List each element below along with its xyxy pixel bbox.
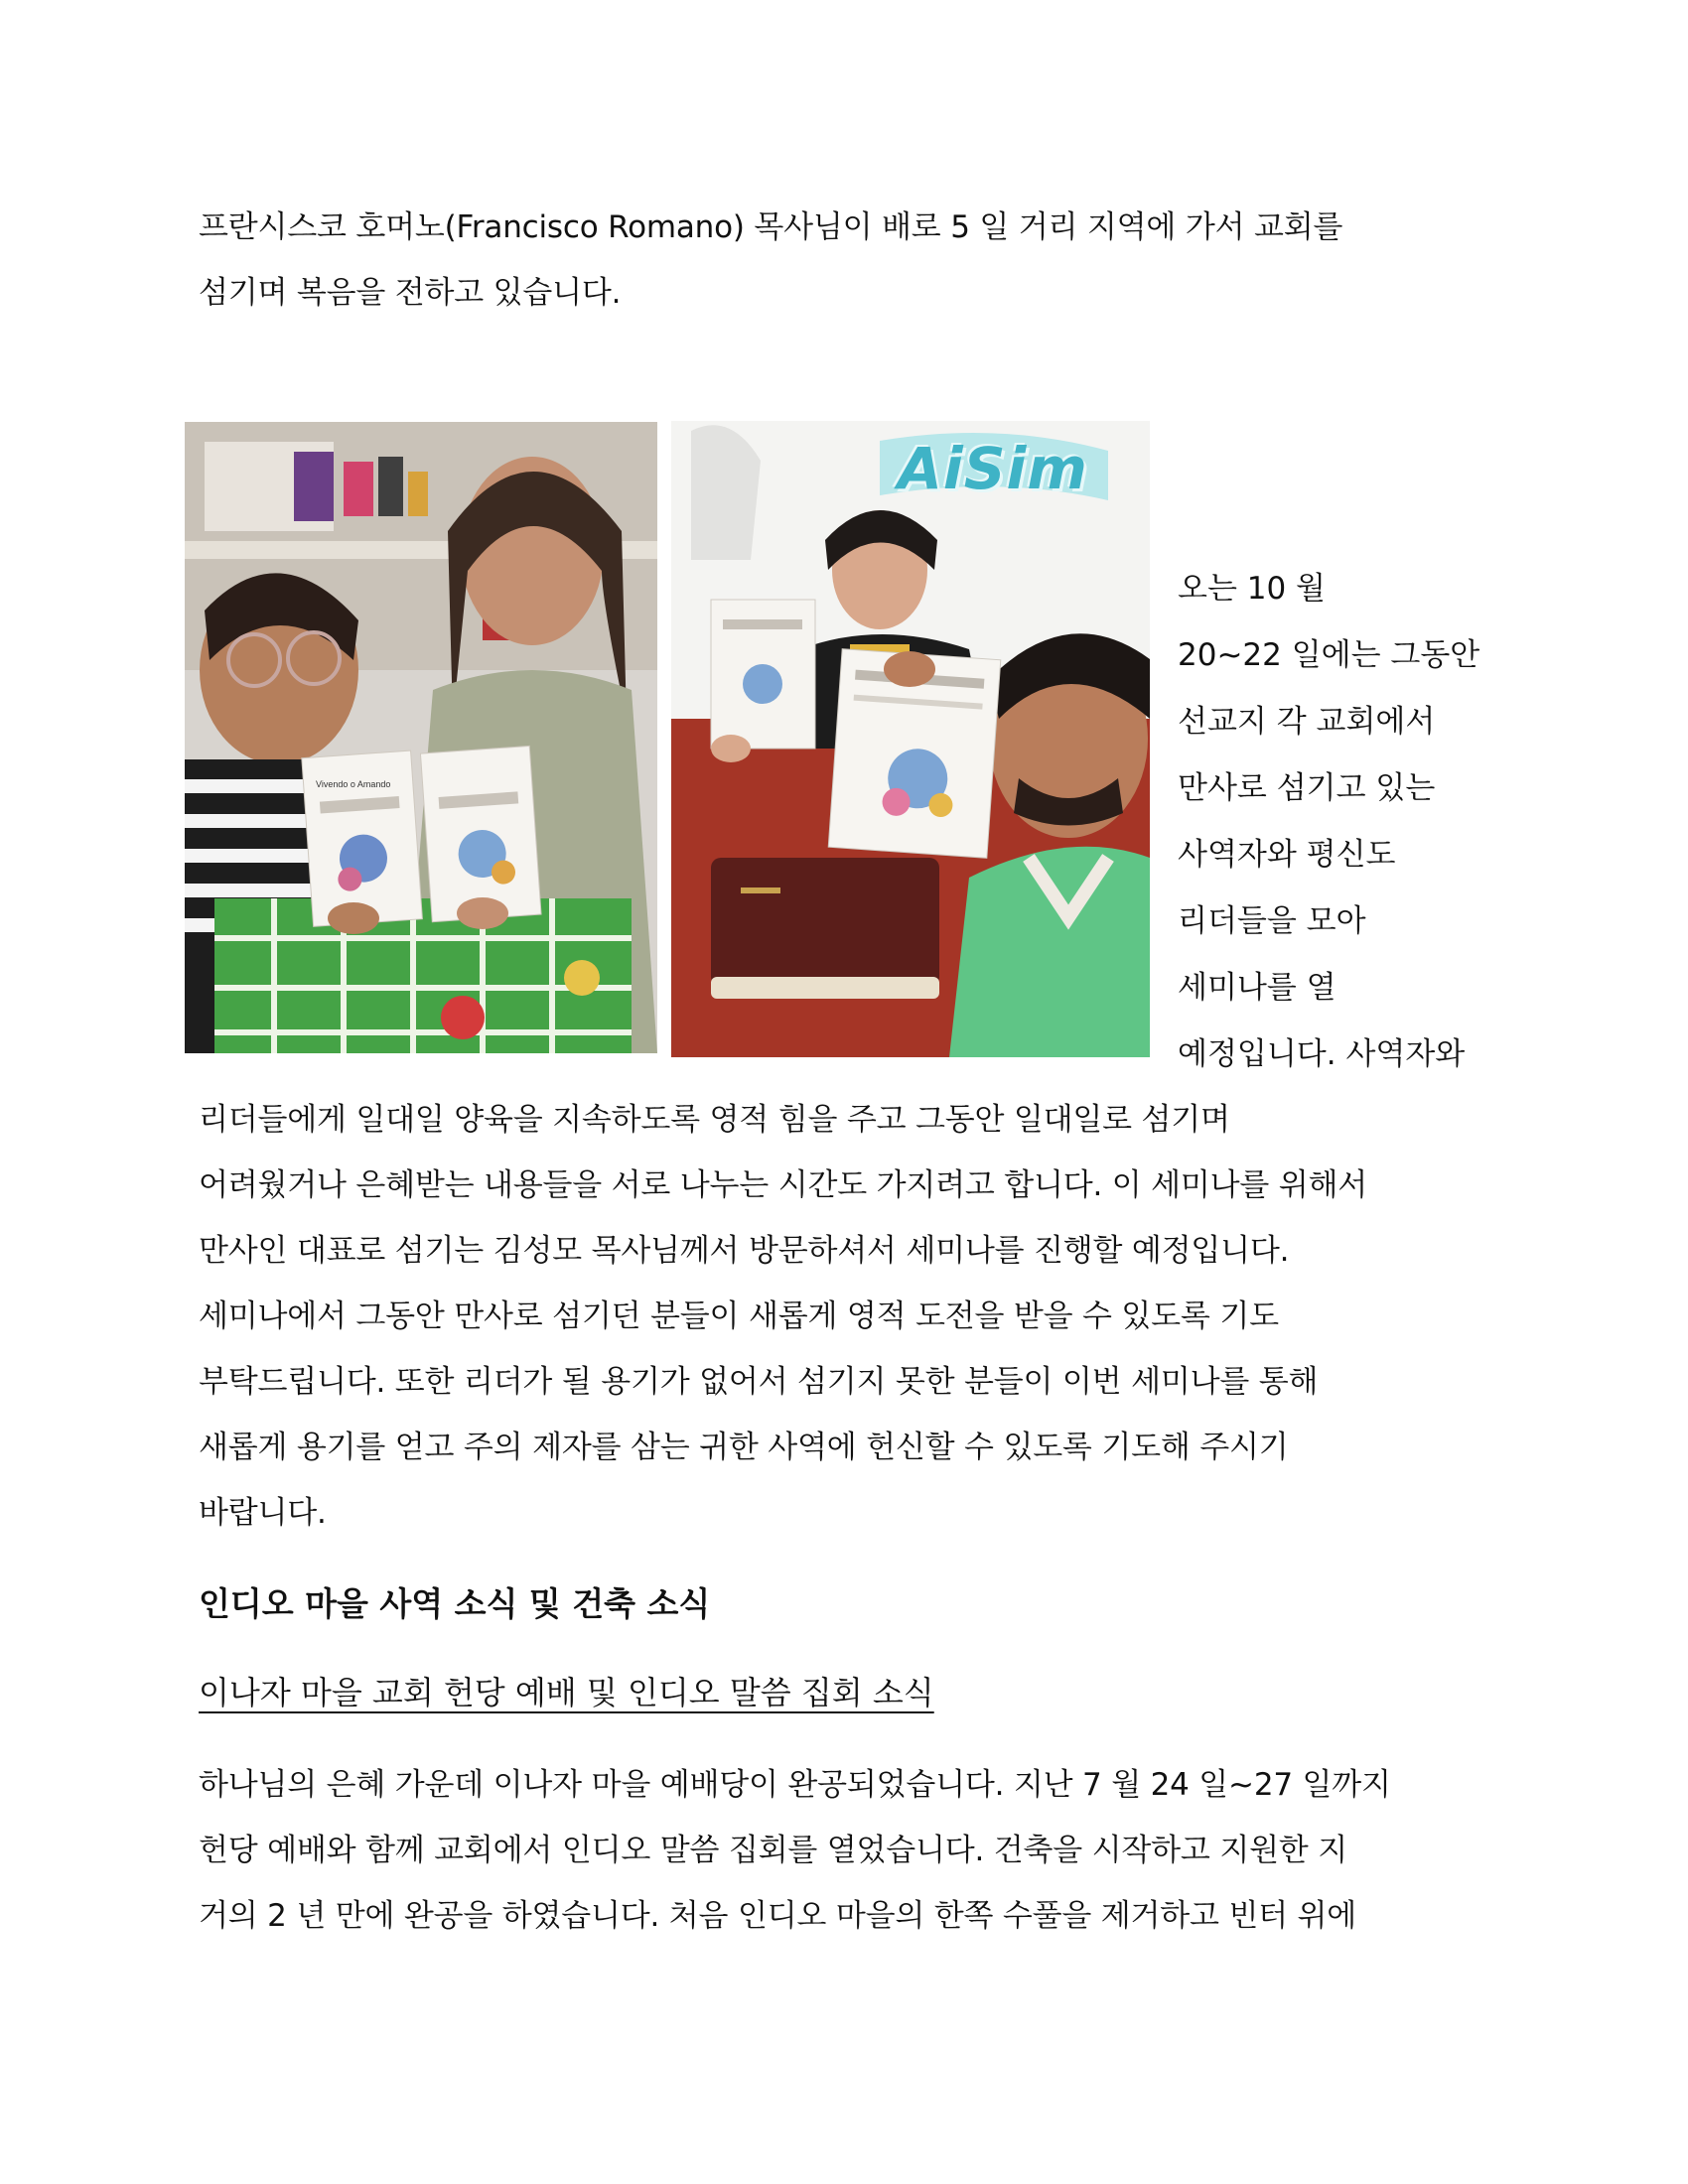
section-paragraph <box>199 1752 1391 1949</box>
section-line: 거의 2 년 만에 완공을 하였습니다. 처음 인디오 마을의 한쪽 수풀을 제거하고 빈터 위에 <box>199 1898 1357 1934</box>
seminar-side-line: 사역자와 평신도 <box>1178 837 1396 873</box>
intro-paragraph <box>199 195 1342 326</box>
seminar-line: 만사인 대표로 섬기는 김성모 목사님께서 방문하셔서 세미나를 진행할 예정입니다. <box>199 1233 1290 1269</box>
seminar-line: 부탁드립니다. 또한 리더가 될 용기가 없어서 섬기지 못한 분들이 이번 세미나를 통해 <box>199 1364 1319 1400</box>
section-subheading: 이나자 마을 교회 헌당 예배 및 인디오 말씀 집회 소식 <box>199 1674 934 1711</box>
aisim-sign-text: AiSim <box>898 435 1088 502</box>
seminar-side-line: 리더들을 모아 <box>1178 903 1366 939</box>
book-cover-title: Vivendo o Amando <box>316 779 391 789</box>
photo-men-with-books <box>671 421 1150 1057</box>
seminar-line: 어려웠거나 은혜받는 내용들을 서로 나누는 시간도 가지려고 합니다. 이 세미나를 위해서 <box>199 1167 1368 1203</box>
section-line: 하나님의 은혜 가운데 이나자 마을 예배당이 완공되었습니다. 지난 7 월 24 일~27 일까지 <box>199 1767 1391 1803</box>
seminar-side-line: 만사로 섬기고 있는 <box>1178 770 1436 806</box>
seminar-line: 새롭게 용기를 얻고 주의 제자를 삼는 귀한 사역에 헌신할 수 있도록 기도해 주시기 <box>199 1430 1289 1465</box>
seminar-paragraph <box>199 1087 1367 1546</box>
intro-line: 프란시스코 호머노(Francisco Romano) 목사님이 배로 5 일 거리 지역에 가서 교회를 <box>199 209 1343 245</box>
seminar-line: 바랍니다. <box>199 1495 327 1531</box>
seminar-line: 리더들에게 일대일 양육을 지속하도록 영적 힘을 주고 그동안 일대일로 섬기며 <box>199 1102 1230 1138</box>
seminar-side-line: 예정입니다. 사역자와 <box>1178 1036 1466 1072</box>
seminar-side-line: 선교지 각 교회에서 <box>1178 704 1436 740</box>
seminar-line: 세미나에서 그동안 만사로 섬기던 분들이 새롭게 영적 도전을 받을 수 있도록 기도 <box>199 1298 1279 1334</box>
intro-line: 섬기며 복음을 전하고 있습니다. <box>199 275 622 311</box>
photo-women-with-books <box>185 422 657 1053</box>
section-heading: 인디오 마을 사역 소식 및 건축 소식 <box>199 1584 711 1623</box>
section-line: 헌당 예배와 함께 교회에서 인디오 말씀 집회를 열었습니다. 건축을 시작하고 지원한 지 <box>199 1833 1347 1868</box>
seminar-side-line: 오는 10 월 <box>1178 571 1326 607</box>
seminar-side-line: 20~22 일에는 그동안 <box>1178 637 1480 673</box>
seminar-side-text <box>1178 556 1479 1088</box>
seminar-side-line: 세미나를 열 <box>1178 970 1336 1006</box>
